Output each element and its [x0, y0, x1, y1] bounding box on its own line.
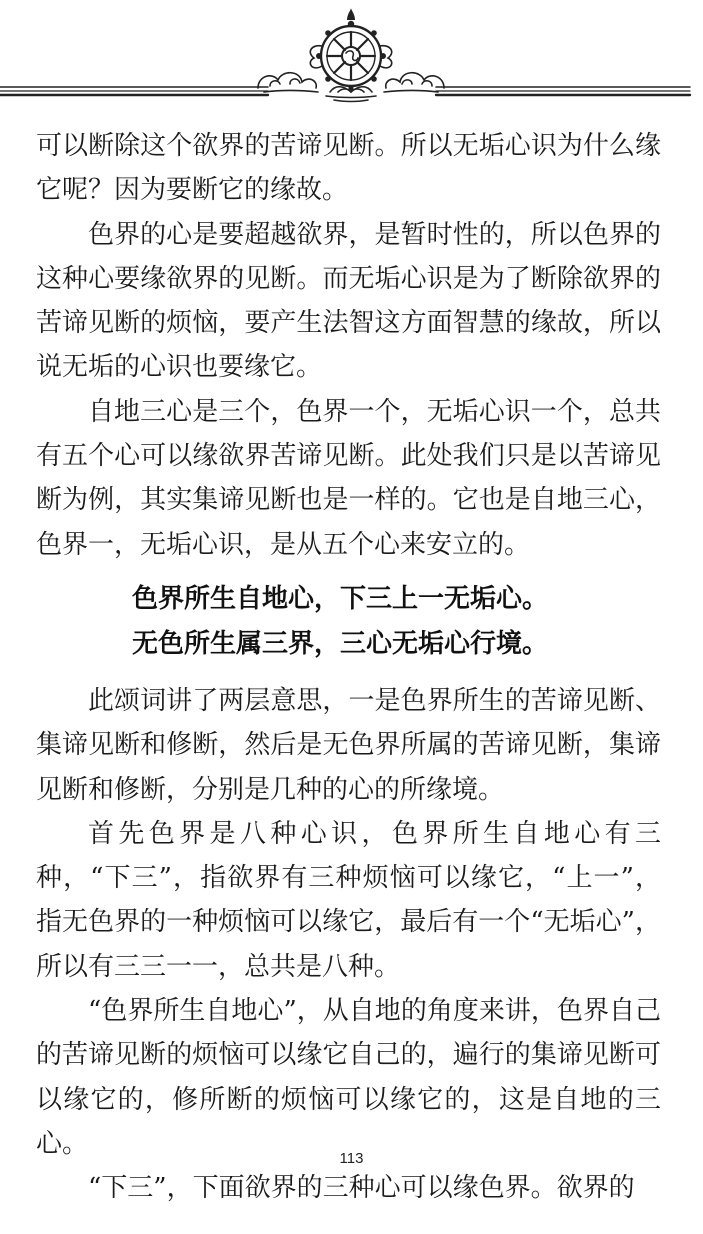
right-cloud-icon	[384, 73, 444, 92]
dharma-wheel-ornament-icon	[0, 0, 703, 112]
paragraph: 此颂词讲了两层意思，一是色界所生的苦谛见断、集谛见断和修断，然后是无色界所属的苦谛见断，集谛见断和修断，分别是几种的心的所缘境。	[36, 685, 661, 805]
paragraph: 自地三心是三个，色界一个，无垢心识一个，总共有五个心可以缘欲界苦谛见断。此处我们只是以苦谛见断为例，其实集谛见断也是一样的。它也是自地三心，色界一，无垢心识，是从五个心来安立的。	[36, 396, 661, 560]
page-number: 113	[339, 1150, 364, 1167]
paragraph: 色界的心是要超越欲界，是暂时性的，所以色界的这种心要缘欲界的见断。而无垢心识是为了断除欲界的苦谛见断的烦恼，要产生法智这方面智慧的缘故，所以说无垢的心识也要缘它。	[36, 219, 661, 383]
dharma-wheel-icon	[310, 8, 391, 91]
paragraph: “色界所生自地心”，从自地的角度来讲，色界自己的苦谛见断的烦恼可以缘它自己的，遍行的集谛见断可以缘它的，修所断的烦恼可以缘它的，这是自地的三心。	[36, 996, 661, 1159]
paragraph: “下三”，下面欲界的三种心可以缘色界。欲界的	[88, 1173, 635, 1204]
verse-line: 无色所生属三界，三心无垢心行境。	[132, 628, 549, 659]
page-body	[36, 124, 661, 1211]
paragraph-continuation: 可以断除这个欲界的苦谛见断。所以无垢心识为什么缘它呢？因为要断它的缘故。	[36, 131, 661, 206]
paragraph: 首先色界是八种心识，色界所生自地心有三种，“下三”，指欲界有三种烦恼可以缘它，“上一”，指无色界的一种烦恼可以缘它，最后有一个“无垢心”，所以有三三一一，总共是八种。	[36, 818, 661, 982]
verse-line: 色界所生自地心，下三上一无垢心。	[132, 583, 549, 614]
left-cloud-icon	[258, 73, 318, 92]
verse-block	[36, 577, 661, 667]
